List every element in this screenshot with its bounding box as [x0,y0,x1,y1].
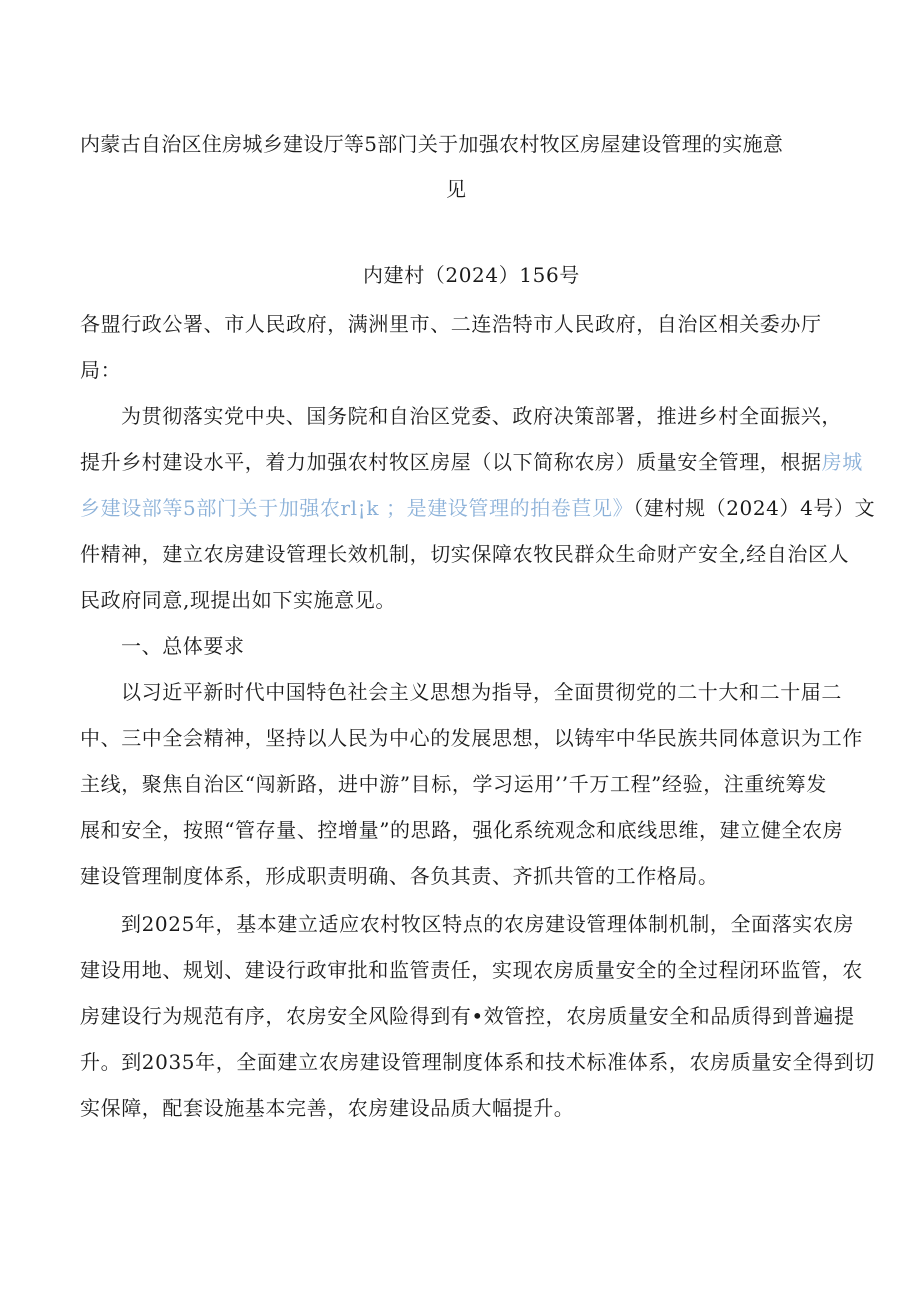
paragraph1-line2-text: 提升乡村建设水平，着力加强农村牧区房屋（以下简称农房）质量安全管理，根据 [80,450,822,474]
document-title-line2: 见 [446,177,467,201]
paragraph1-line3 [80,495,875,521]
paragraph3-line4: 升。到2035年，全面建立农房建设管理制度体系和技术标准体系，农房质量安全得到切 [80,1050,875,1074]
paragraph2-line2: 中、三中全会精神，坚持以人民为中心的发展思想，以铸牢中华民族共同体意识为工作 [80,726,863,750]
paragraph1-line2 [80,449,863,475]
document-number: 内建村（2024）156号 [363,263,580,287]
paragraph3-line2: 建设用地、规划、建设行政审批和监管责任，实现农房质量安全的全过程闭环监管，农 [80,958,863,982]
recipients-line2: 局： [80,358,122,382]
recipients-line1: 各盟行政公署、市人民政府，满洲里市、二连浩特市人民政府，自治区相关委办厅 [80,312,822,336]
paragraph1-line4: 件精神，建立农房建设管理长效机制，切实保障农牧民群众生命财产安全,经自治区人 [80,542,850,566]
paragraph2-line3: 主线，聚焦自治区“闯新路，进中游”目标，学习运用’’千万工程”经验，注重统筹发 [80,772,827,796]
paragraph1-line5: 民政府同意,现提出如下实施意见。 [80,588,396,612]
paragraph3-line5: 实保障，配套设施基本完善，农房建设品质大幅提升。 [80,1096,575,1120]
paragraph3-line1: 到2025年，基本建立适应农村牧区特点的农房建设管理体制机制，全面落实农房 [121,912,855,936]
policy-reference-link-continued[interactable]: 乡建设部等5部门关于加强农rl¡k ；是建设管理的拍卷苣见》 [80,496,634,520]
paragraph1-line1: 为贯彻落实党中央、国务院和自治区党委、政府决策部署，推进乡村全面振兴， [121,404,842,428]
document-title-line1: 内蒙古自治区住房城乡建设厅等5部门关于加强农村牧区房屋建设管理的实施意 [80,132,784,156]
paragraph1-line3-text: （建村规（2024）4号）文 [633,496,876,520]
paragraph2-line1: 以习近平新时代中国特色社会主义思想为指导，全面贯彻党的二十大和二十届二 [121,680,842,704]
paragraph2-line5: 建设管理制度体系，形成职责明确、各负其责、齐抓共管的工作格局。 [80,864,719,888]
paragraph3-line3: 房建设行为规范有序，农房安全风险得到有•效管控，农房质量安全和品质得到普遍提 [80,1004,855,1028]
policy-reference-link[interactable]: 房城 [821,450,863,474]
section1-heading: 一、总体要求 [121,634,245,658]
paragraph2-line4: 展和安全，按照“管存量、控增量”的思路，强化系统观念和底线思维，建立健全农房 [80,818,844,842]
